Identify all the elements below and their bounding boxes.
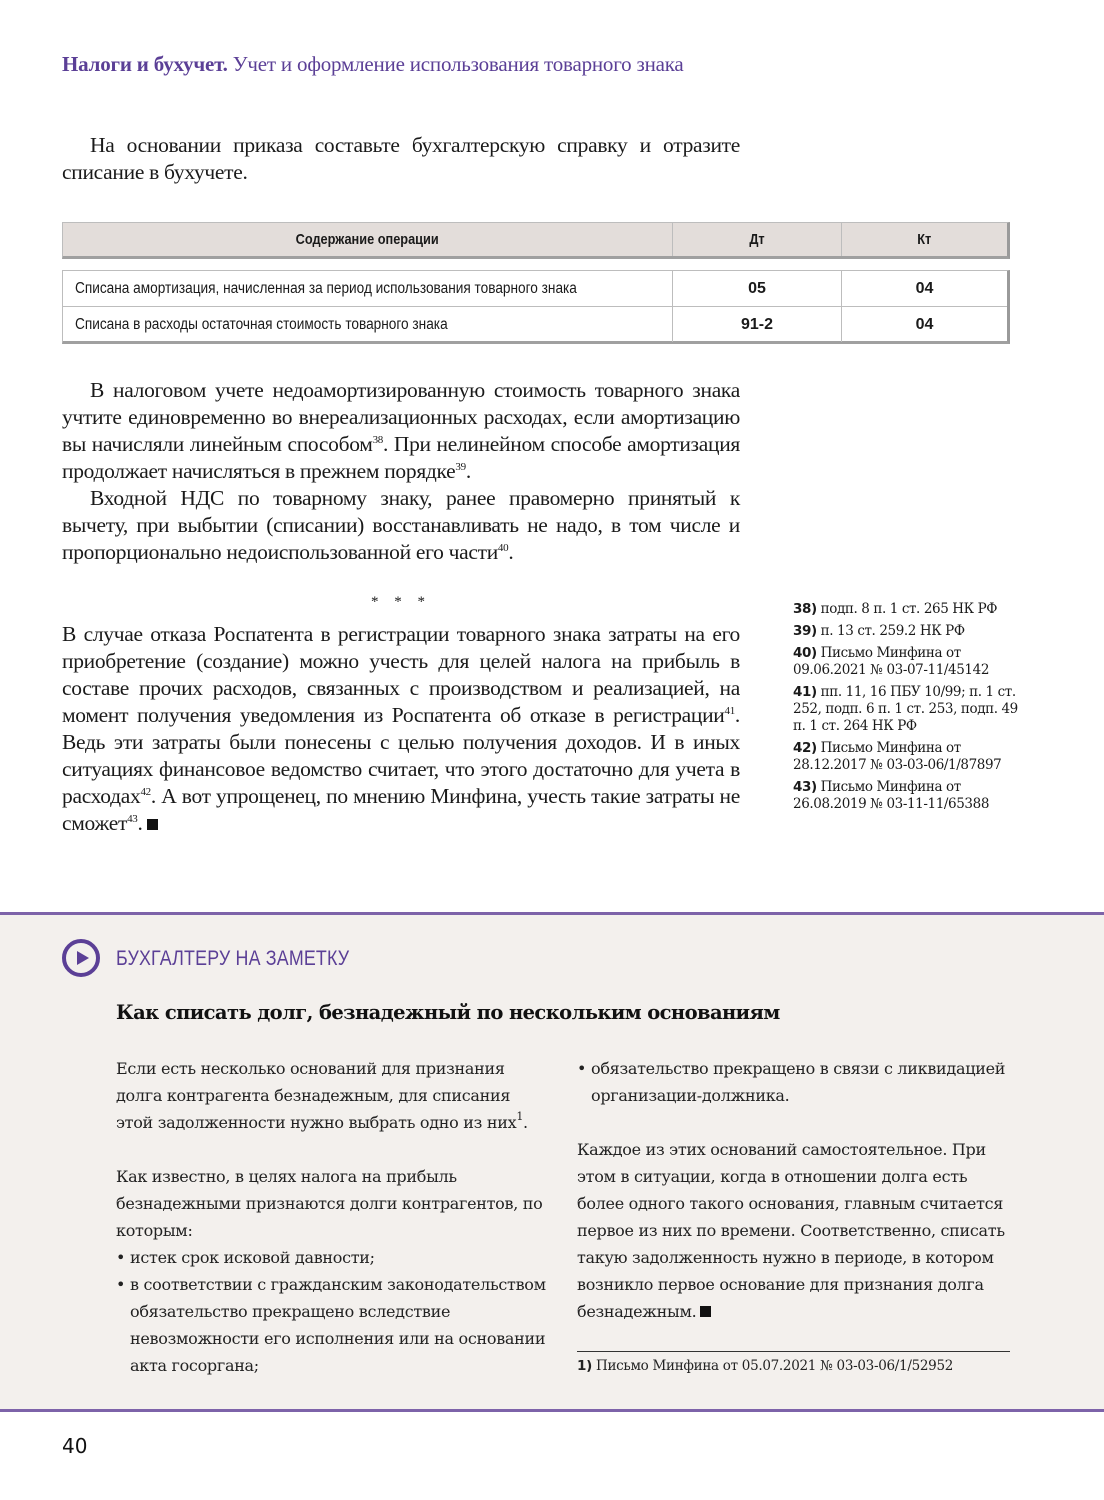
cell-credit: 04	[915, 315, 934, 333]
footnote-ref[interactable]: 41	[724, 705, 735, 717]
note-box-footnote: 1) Письмо Минфина от 05.07.2021 № 03-03-06/1/52952	[577, 1358, 954, 1374]
note-box-right-column	[577, 1055, 1017, 1325]
running-head	[62, 52, 684, 77]
intro-paragraph: На основании приказа составьте бухгалтерскую справку и отразите списание в бухучете.	[62, 133, 740, 184]
cell-operation: Списана амортизация, начисленная за период использования товарного знака	[63, 271, 673, 306]
footnote-39: 39) п. 13 ст. 259.2 НК РФ	[793, 623, 965, 639]
section-separator: * * *	[371, 594, 431, 610]
side-footnotes	[793, 601, 1023, 818]
footnote-ref[interactable]: 42	[140, 786, 151, 798]
list-item: • истек срок исковой давности;	[116, 1244, 546, 1271]
footnote-38: 38) подп. 8 п. 1 ст. 265 НК РФ	[793, 601, 998, 617]
vat-paragraph: Входной НДС по товарному знаку, ранее правомерно принятый к вычету, при выбытии (списании) восстанавливать не надо, в том числе и пропорционально недоиспользованной его части$^{40}$.	[62, 486, 740, 564]
note-box-title: Как списать долг, безнадежный по нескольким основаниям	[116, 1001, 780, 1024]
footnote-ref[interactable]: 1	[516, 1110, 524, 1123]
list-item: • в соответствии с гражданским законодательством обязательство прекращено вследствие невозможности его исполнения или на основании акта госоргана;	[116, 1271, 546, 1379]
entries-table	[62, 270, 1010, 344]
cell-debit: 05	[673, 271, 842, 306]
tax-accounting-paragraph: В налоговом учете недоамортизированную стоимость товарного знака учтите единовременно во внереализационных расходах, если амортизацию вы начисляли линейным способом$^{38}$. При нелинейном способе амортизация продолжает начисляться в прежнем порядке$^{39}$.	[62, 378, 740, 483]
play-circle-icon	[62, 939, 100, 977]
tax-paragraphs	[62, 377, 740, 566]
note-paragraph: Каждое из этих оснований самостоятельное. При этом в ситуации, когда в отношении долга есть более одного такого основания, главным считается первое из них по времени. Соответственно, списать такую задолженность нужно в периоде, в котором возникло первое основание для признания долга безнадежным.	[577, 1140, 1005, 1321]
list-item: • обязательство прекращено в связи с ликвидацией организации-должника.	[577, 1055, 1017, 1109]
header-operation: Содержание операции	[63, 223, 673, 256]
section-name: Налоги и бухучет.	[62, 52, 228, 76]
note-paragraph: Как известно, в целях налога на прибыль безнадежными признаются долги контрагентов, по которым:	[116, 1167, 543, 1240]
cell-debit: 91-2	[673, 307, 842, 342]
note-paragraph: Если есть несколько оснований для признания долга контрагента безнадежным, для списания этой задолженности нужно выбрать одно из них$^1$.	[116, 1059, 528, 1132]
note-box-label: БУХГАЛТЕРУ НА ЗАМЕТКУ	[116, 947, 350, 970]
footnote-ref[interactable]: 38	[372, 434, 383, 446]
footnote-ref[interactable]: 39	[455, 461, 466, 473]
article-title: Учет и оформление использования товарного знака	[232, 52, 684, 76]
refusal-paragraph: В случае отказа Роспатента в регистрации товарного знака затраты на его приобретение (создание) можно учесть для целей налога на прибыль в составе прочих расходов, связанных с производством и реализацией, на момент получения уведомления из Роспатента об отказе в регистрации$^{41}$. Ведь эти затраты были понесены с целью получения доходов. И в иных ситуациях финансовое ведомство считает, что этого достаточно для учета в расходах$^{42}$. А вот упрощенец, по мнению Минфина, учесть такие затраты не сможет$^{43}$.	[62, 622, 740, 835]
end-mark-icon	[700, 1306, 711, 1317]
header-credit: Кт	[917, 231, 932, 248]
footnote-ref[interactable]: 40	[497, 542, 509, 554]
bullet-list	[116, 1244, 546, 1379]
footnote-41: 41) пп. 11, 16 ПБУ 10/99; п. 1 ст. 252, подп. 6 п. 1 ст. 253, подп. 49 п. 1 ст. 264 НК РФ	[793, 684, 1018, 734]
footnote-ref[interactable]: 43	[127, 813, 138, 825]
note-box-left-column	[116, 1055, 546, 1379]
table-row	[63, 271, 1007, 306]
cell-credit: 04	[915, 279, 934, 297]
footnote-43: 43) Письмо Минфина от 26.08.2019 № 03-11-11/65388	[793, 779, 990, 812]
bullet-list	[577, 1055, 1017, 1109]
table-header	[62, 222, 1010, 259]
page-number: 40	[62, 1434, 88, 1458]
footnote-divider	[577, 1351, 1010, 1352]
table-row	[63, 306, 1007, 342]
cell-operation: Списана в расходы остаточная стоимость товарного знака	[63, 307, 673, 342]
footnote-40: 40) Письмо Минфина от 09.06.2021 № 03-07-11/45142	[793, 645, 990, 678]
end-mark-icon	[147, 819, 158, 830]
footnote-42: 42) Письмо Минфина от 28.12.2017 № 03-03-06/1/87897	[793, 740, 1002, 773]
header-debit: Дт	[673, 223, 842, 256]
